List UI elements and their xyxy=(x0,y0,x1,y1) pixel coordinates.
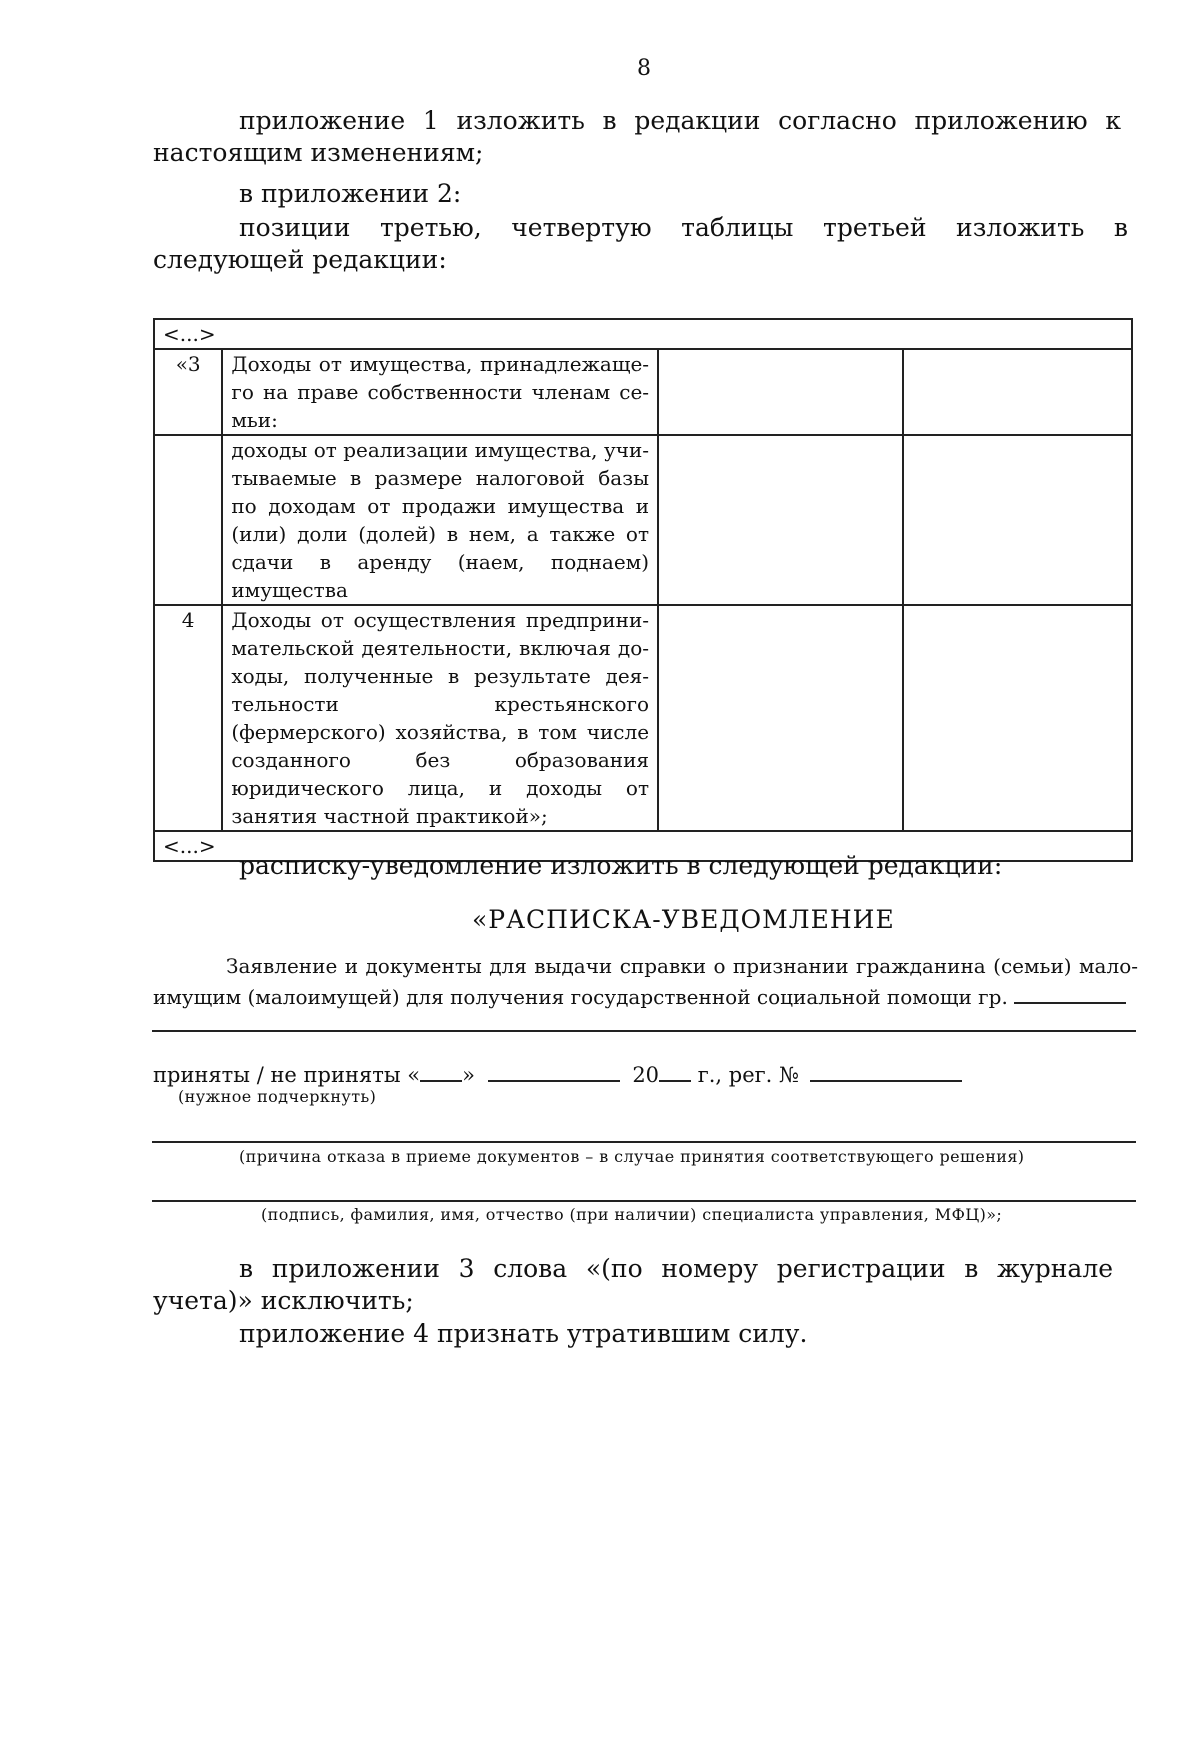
row-number: 4 xyxy=(154,605,222,831)
empty-cell xyxy=(658,349,903,435)
year-blank xyxy=(659,1058,691,1082)
receipt-statement xyxy=(153,952,1138,1011)
citizen-name-blank xyxy=(1014,980,1126,1004)
intro-paragraph-1: приложение 1 изложить в редакции согласно приложению к настоящим изменениям; xyxy=(153,106,1121,167)
receipt-statement-text: Заявление и документы для выдачи справки о признании гражданина (семьи) малоимущим (малоимущей) для получения государственной социальной помощи гр. xyxy=(153,954,1138,1009)
closing-paragraph-1: в приложении 3 слова «(по номеру регистрации в журнале учета)» исключить; xyxy=(153,1254,1113,1315)
row-number xyxy=(154,435,222,605)
year-prefix: 20 xyxy=(632,1063,660,1087)
table-row xyxy=(154,349,1132,435)
receipt-instruction: расписку-уведомление изложить в следующей редакции: xyxy=(239,851,1003,880)
ellipsis-bottom: <...> xyxy=(154,831,1132,861)
page-number: 8 xyxy=(637,56,651,81)
registration-label: г., рег. № xyxy=(697,1063,799,1087)
empty-cell xyxy=(903,605,1132,831)
ellipsis-top: <...> xyxy=(154,319,1132,349)
empty-cell xyxy=(903,435,1132,605)
intro-paragraph-2: в приложении 2: xyxy=(239,179,462,208)
receipt-title: «РАСПИСКА-УВЕДОМЛЕНИЕ xyxy=(472,905,895,934)
quote-close: » xyxy=(462,1063,475,1087)
table-row xyxy=(154,605,1132,831)
signature-caption: (подпись, фамилия, имя, отчество (при наличии) специалиста управления, МФЦ)»; xyxy=(261,1205,1003,1224)
month-blank xyxy=(488,1058,620,1082)
row-description: Доходы от осуществления предпринимательской деятельности, включая доходы, полученные в результате деятельности крестьянского (фермерского) хозяйства, в том числе созданного без образования юридического лица, и доходы от занятия частной практикой»; xyxy=(222,605,658,831)
citizen-name-line xyxy=(152,1030,1136,1032)
acceptance-line xyxy=(153,1058,1133,1089)
empty-cell xyxy=(658,435,903,605)
closing-paragraph-2: приложение 4 признать утратившим силу. xyxy=(239,1319,808,1348)
table-row xyxy=(154,435,1132,605)
row-description: Доходы от имущества, принадлежащего на праве собственности членам семьи: xyxy=(222,349,658,435)
intro-paragraph-3: позиции третью, четвертую таблицы третьей изложить в следующей редакции: xyxy=(153,213,1128,274)
income-table xyxy=(153,318,1133,862)
refusal-reason-line xyxy=(152,1141,1136,1143)
table-row-ellipsis-top xyxy=(154,319,1132,349)
signature-line xyxy=(152,1200,1136,1202)
empty-cell xyxy=(658,605,903,831)
empty-cell xyxy=(903,349,1132,435)
refusal-reason-caption: (причина отказа в приеме документов – в случае принятия соответствующего решения) xyxy=(239,1147,1025,1166)
underline-hint: (нужное подчеркнуть) xyxy=(178,1087,377,1106)
row-description: доходы от реализации имущества, учитываемые в размере налоговой базы по доходам от продажи имущества и (или) доли (долей) в нем, а также от сдачи в аренду (наем, поднаем) имущества xyxy=(222,435,658,605)
day-blank xyxy=(420,1058,462,1082)
row-number: «3 xyxy=(154,349,222,435)
registration-number-blank xyxy=(810,1058,962,1082)
acceptance-label: приняты / не приняты « xyxy=(153,1063,421,1087)
